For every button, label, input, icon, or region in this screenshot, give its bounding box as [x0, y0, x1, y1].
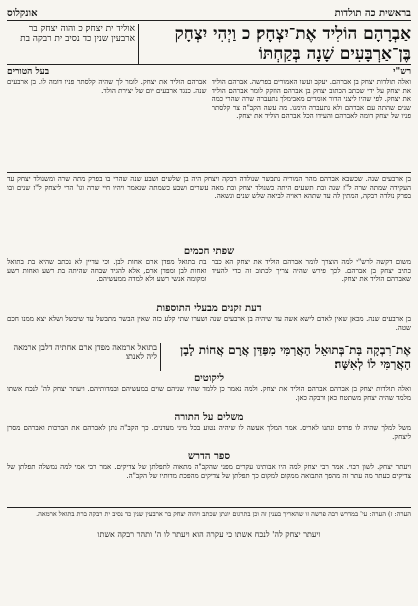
footnote-text: ז) הערה: עי' במדרש רבה פרשה זו שהאריך בענין זה וכן בתרגום יונתן שכתב ויהוה יצחק בר ארבעין שנין כד נסיב ית רבקה ברת בתואל ארמאה.	[36, 510, 393, 518]
rashi-section-2: בן ארבעים שנה. שכשבא אברהם מהר המוריה נתבשר שנולדה רבקה ויצחק היה בן שלשים ושבע שנה שהרי בו בפרק מתה שרה ומשנולד יצחק עד העקידה שמתה שרה ל"ז שנה ובת תשעים היתה כשנולד יצחק ובת מאה עשרים ושבע כשמתה שנאמר ויהיו חיי שרה וגו' הרי ליצחק ל"ז שנים ובו בפרק נולדה רבקה, המתין לה עד שתהא ראויה לביאה שלש שנים ונשאה.	[7, 175, 411, 201]
mishlei-header: משלים על התורה	[174, 412, 244, 423]
baal-haturim-col: אברהם הוליד את יצחק. לומר לך שהיה קלסתר פניו דומה לו. בן ארבעים שנה. כנגד ארבעים יום של יצירת הולד.	[7, 78, 207, 95]
targum-onkelos: אוליד ית יצחק׃ כ והוה יצחק בר ארבעין שנין כד נסיב ית רבקה בת	[7, 24, 139, 64]
divider	[7, 172, 411, 173]
sefer-hadrash-text: ויעתר יצחק. לשון רבוי. אמר רבי יצחק למה היו אבותינו עקרים מפני שהקב"ה מתאוה לתפלתן של צדיקים. אמר רבי אמי למה נמשלה תפלתן של צדיקים כעתר מה עתר זה מהפך התבואה ממקום למקום כך תפלתן של צדיקים מהפכת מדותיו של הקב"ה.	[7, 463, 411, 480]
footnote: הערה: ז) הערה: עי' במדרש רבה פרשה זו שהאריך בענין זה וכן בתרגום יונתן שכתב ויהוה יצחק בר ארבעין שנין כד נסיב ית רבקה ברת בתואל ארמאה.	[7, 507, 411, 528]
sefer-hadrash-header: ספר הדרש	[187, 451, 231, 462]
next-verse-catchline: ויעתר יצחק לה' לנכח אשתו כי עקרה הוא ויעתר לו ה' ותהר רבקה אשתו	[97, 530, 321, 539]
commentary-mid	[7, 258, 411, 302]
sifte-chachamim-col: משום דקשה לרש"י למה הוצרך לומר אברהם הוליד את יצחק הא כבר כתיב יצחק בן אברהם. לכך פירש שהיה צריך לכתוב זה כדי להעיד שאברהם הוליד את יצחק.	[211, 258, 411, 284]
daat-zekenim-header: דעת זקנים מבעלי התוספות	[156, 303, 262, 314]
rashi-label: רש"י	[393, 67, 411, 77]
footnote-label: הערה	[396, 510, 411, 518]
commentary-top	[7, 78, 411, 170]
rashi-col-1: ואלה תולדות יצחק בן אברהם. יעקב ועשו האמורים בפרשה. אברהם הוליד את יצחק על ידי שכתב הכתוב יצחק בן אברהם הוזקק לומר אברהם הוליד את יצחק. לפי שהיו ליצני הדור אומרים מאבימלך נתעברה שרה שהרי כמה שנים שהתה עם אברהם ולא נתעברה הימנו. מה עשה הקב"ה צר קלסתר פניו של יצחק דומה לאברהם והעידו הכל אברהם הוליד את יצחק.	[211, 78, 411, 121]
baal-haturim-label: בעל הטורים	[7, 67, 50, 77]
main-verse-block	[7, 24, 411, 65]
running-head	[7, 6, 411, 21]
page	[7, 6, 411, 594]
running-head-onkelos: אונקלוס	[7, 7, 38, 19]
label-row-1	[7, 65, 411, 78]
mishlei-text: משל למלך שהיה לו פרדס ונתנו לאריס. אמר המלך אעשה לו שיהיה נטוע בכל מיני מעדנים. כך הקב"ה נתן לאברהם את הברכות ואברהם מסרן ליצחק.	[7, 424, 411, 441]
verse-mid-block	[7, 343, 411, 371]
torah-verse-continued: אֶת־רִבְקָה בַּת־בְּתוּאֵל הָאֲרַמִּי מִפַּדַּן אֲרָם אֲחוֹת לָבָן הָאֲרַמִּי לוֹ לְאִשָּׁה׃	[180, 343, 411, 371]
daat-zekenim-text: בן ארבעים שנה. מכאן שאין לאדם לישא אשה עד שיהיה בן ארבעים שנה ושערו שתי קלע כזה שאין הבשר מתבשל עד שיבשל ושלא יצא ממנו חכם שטה.	[7, 315, 411, 332]
torah-verse: אַבְרָהָם הוֹלִיד אֶת־יִצְחָק׃ כ וַיְהִי יִצְחָק בֶּן־אַרְבָּעִים שָׁנָה בְּקַחְתּוֹ	[174, 24, 411, 64]
running-head-parsha: בראשית כה תולדות	[334, 7, 411, 19]
likutim-header: ליקוטים	[193, 373, 225, 384]
rashi-col-3: בת בתואל מפדן ארם אחות לבן. וכי עדיין לא נכתב שהיא בת בתואל ואחות לבן ומפדן ארם, אלא להגיד שבחה שהיתה בת רשע ואחות רשע ומקומה אנשי רשע ולא למדה ממעשיהם.	[7, 258, 207, 284]
sifte-chachamim-header: שפתי חכמים	[183, 246, 235, 257]
likutim-text: ואלה תולדות יצחק בן אברהם אברהם הוליד את יצחק. ולמה נאמר כן ללמד שהיו שניהם שוים במעשיהם ובמדותיהם. ויעתר יצחק לה' לנכח אשתו מלמד שהיה יצחק משתטח כאן ורבקה כאן.	[7, 385, 411, 402]
targum-continued: בתואל ארמאה מפדן ארם אחתיה דלבן ארמאה ליה לאנתו׃	[7, 343, 161, 371]
